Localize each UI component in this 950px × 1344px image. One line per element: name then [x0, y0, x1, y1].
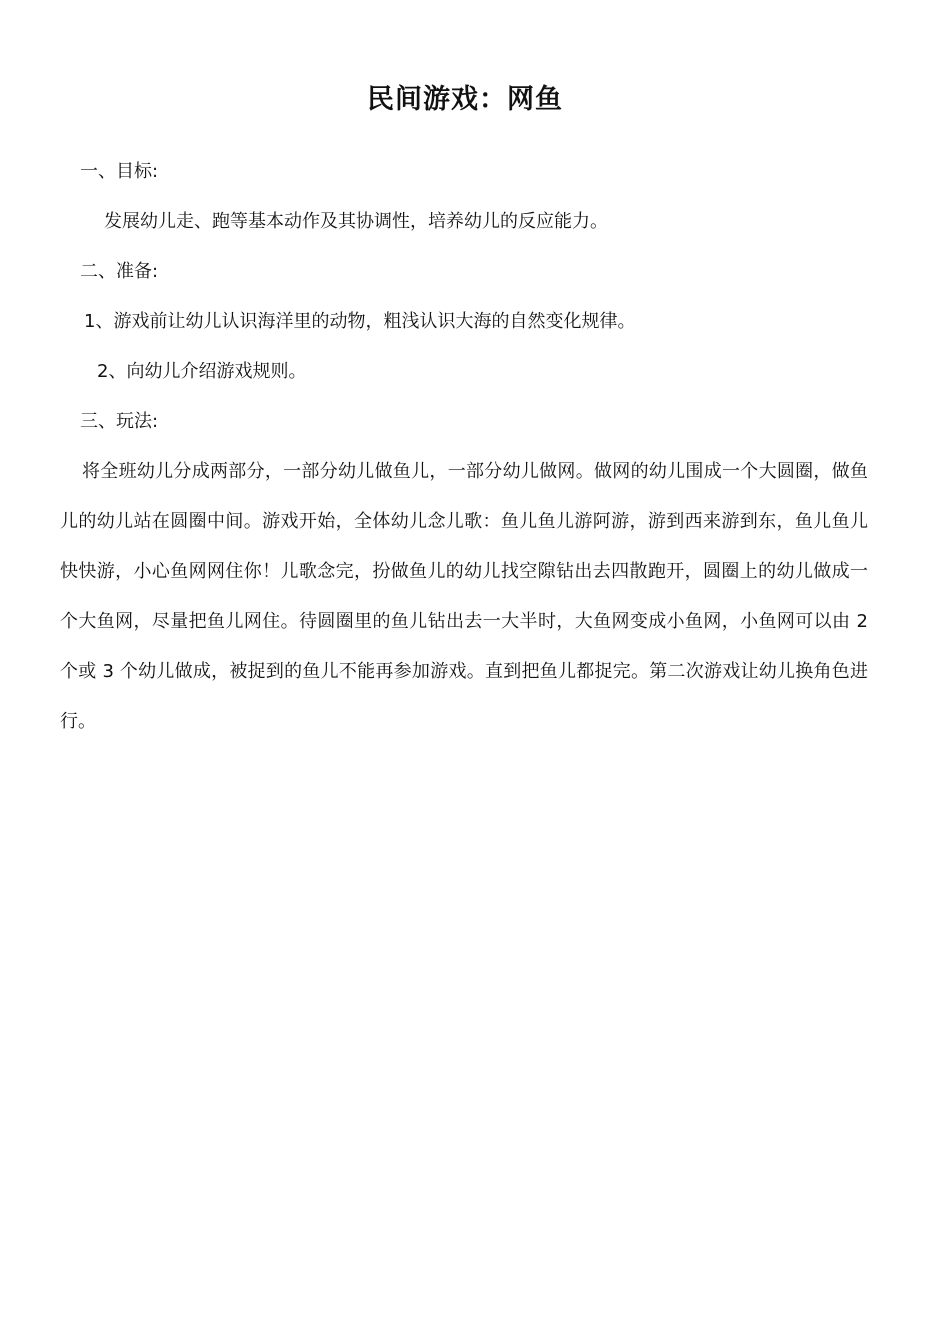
section-heading-preparation: 二、准备: — [80, 261, 159, 282]
section-heading-goal: 一、目标: — [80, 161, 159, 182]
preparation-item-2: 2、向幼儿介绍游戏规则。 — [97, 361, 307, 382]
page-title: 民间游戏：网鱼 — [367, 84, 563, 115]
section-heading-method: 三、玩法: — [80, 411, 159, 432]
preparation-item-1: 1、游戏前让幼儿认识海洋里的动物，粗浅认识大海的自然变化规律。 — [84, 311, 636, 332]
goal-text: 发展幼儿走、跑等基本动作及其协调性，培养幼儿的反应能力。 — [104, 211, 608, 232]
method-text: 将全班幼儿分成两部分，一部分幼儿做鱼儿，一部分幼儿做网。做网的幼儿围成一个大圆圈，做鱼儿的幼儿站在圆圈中间。游戏开始，全体幼儿念儿歌：鱼儿鱼儿游阿游，游到西来游到东，鱼儿鱼儿快快游，小心鱼网网住你！儿歌念完，扮做鱼儿的幼儿找空隙钻出去四散跑开，圆圈上的幼儿做成一个大鱼网，尽量把鱼儿网住。待圆圈里的鱼儿钻出去一大半时，大鱼网变成小鱼网，小鱼网可以由 2 个或 3 个幼儿做成，被捉到的鱼儿不能再参加游戏。直到把鱼儿都捉完。第二次游戏让幼儿换角色进行。 — [60, 461, 868, 732]
